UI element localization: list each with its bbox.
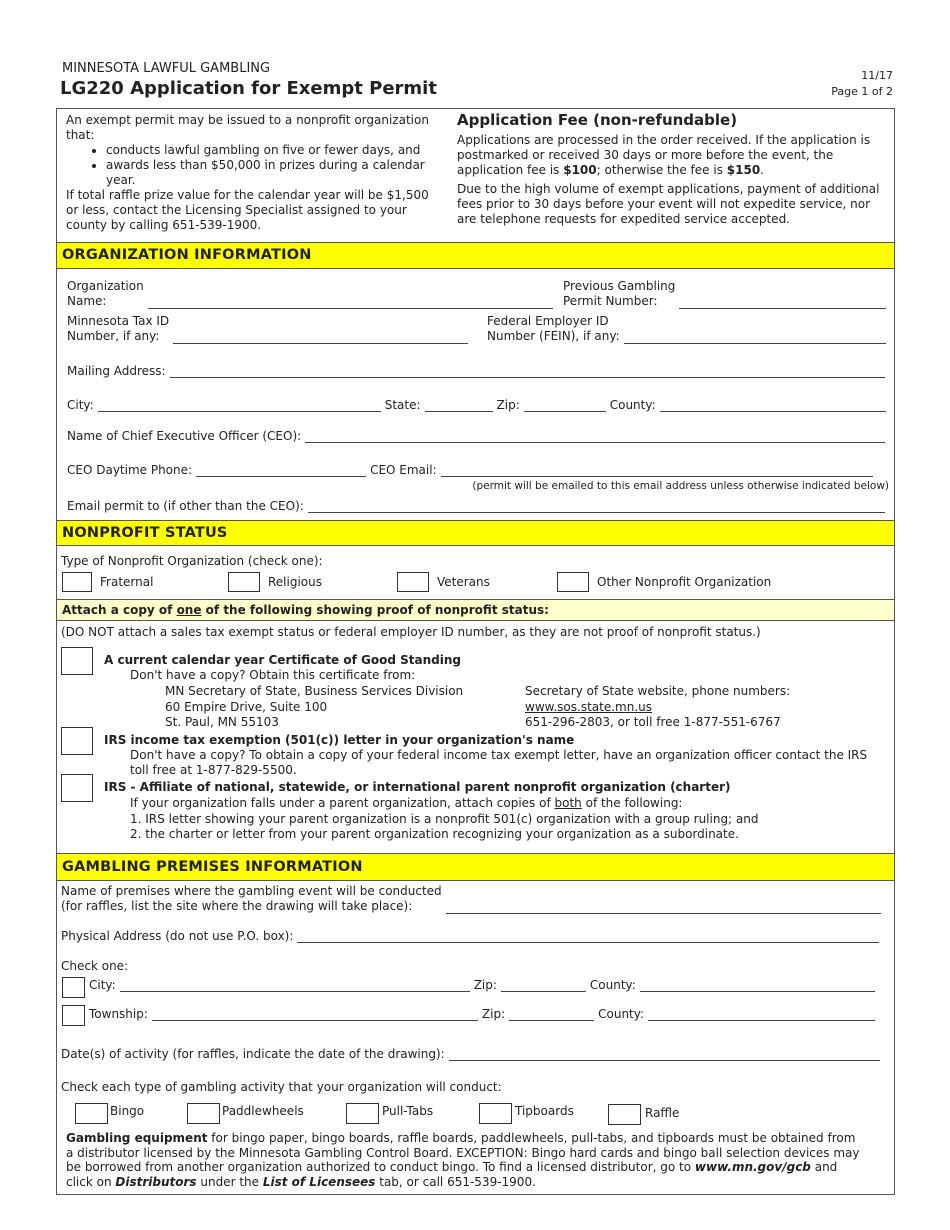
- ceo-label: Name of Chief Executive Officer (CEO):: [67, 429, 302, 443]
- premises-city-county-field[interactable]: [640, 980, 875, 992]
- state-label: State:: [384, 398, 421, 412]
- ceo-phone-label: CEO Daytime Phone:: [67, 463, 193, 477]
- prev-permit-field[interactable]: [679, 297, 886, 309]
- fein-label: Federal Employer ID Number (FEIN), if any:: [487, 314, 620, 343]
- checkbox-affiliate[interactable]: [61, 774, 93, 802]
- checkbox-religious[interactable]: [228, 572, 260, 592]
- ceo-email-label: CEO Email:: [370, 463, 437, 477]
- eligibility-bullet: • awards less than $50,000 in prizes during a calendar year.: [106, 158, 441, 188]
- activity-dates-label: Date(s) of activity (for raffles, indicate the date of the drawing):: [61, 1047, 445, 1061]
- checkbox-pull-tabs[interactable]: [346, 1103, 379, 1124]
- proof-warning: (DO NOT attach a sales tax exempt status or federal employer ID number, as they are not proof of nonprofit status.): [61, 625, 761, 639]
- email-permit-label: Email permit to (if other than the CEO):: [67, 499, 304, 513]
- checkbox-township[interactable]: [62, 1005, 85, 1026]
- email-note: (permit will be emailed to this email address unless otherwise indicated below): [472, 480, 889, 492]
- checkbox-paddlewheels[interactable]: [187, 1103, 220, 1124]
- state-field[interactable]: [425, 400, 493, 412]
- premises-city-field[interactable]: [120, 980, 470, 992]
- premises-township-county-field[interactable]: [648, 1009, 875, 1021]
- tax-id-label: Minnesota Tax ID Number, if any:: [67, 314, 170, 343]
- org-name-field[interactable]: [148, 297, 553, 309]
- premises-county-label: County:: [589, 978, 636, 992]
- option-irs-title: IRS income tax exemption (501(c)) letter in your organization's name: [104, 733, 575, 747]
- city-label: City:: [67, 398, 94, 412]
- ceo-email-field[interactable]: [441, 465, 873, 477]
- premises-name-field[interactable]: [446, 902, 881, 914]
- option-good-standing-title: A current calendar year Certificate of Good Standing: [104, 653, 461, 667]
- activity-label: Raffle: [645, 1106, 680, 1120]
- activity-label: Bingo: [110, 1104, 145, 1118]
- premises-township-zip-field[interactable]: [509, 1009, 594, 1021]
- attach-proof-header: Attach a copy of one of the following showing proof of nonprofit status:: [56, 599, 895, 621]
- sos-contact: Secretary of State website, phone numbers: www.sos.state.mn.us 651-296-2803, or toll free 1-877-551-6767: [525, 684, 791, 729]
- checkbox-bingo[interactable]: [75, 1103, 108, 1124]
- tax-id-field[interactable]: [173, 332, 468, 344]
- eligibility-lead: An exempt permit may be issued to a nonprofit organization that:: [66, 113, 429, 142]
- zip-label: Zip:: [496, 398, 520, 412]
- fee-info: [457, 111, 887, 227]
- physical-address-label: Physical Address (do not use P.O. box):: [61, 929, 294, 943]
- zip-field[interactable]: [524, 400, 606, 412]
- county-label: County:: [609, 398, 656, 412]
- agency-name: MINNESOTA LAWFUL GAMBLING: [62, 61, 271, 76]
- email-permit-field[interactable]: [308, 501, 885, 513]
- activity-dates-field[interactable]: [449, 1049, 880, 1061]
- fee-text: Applications are processed in the order received. If the application is postmarked or received 30 days or more before the event, the application fee is $100; otherwise the fee is $150.: [457, 133, 871, 177]
- revision-date: 11/17: [861, 69, 893, 82]
- option-irs-text: Don't have a copy? To obtain a copy of your federal income tax exempt letter, have an organization officer contact the IRS toll free at 1-877-829-5500.: [130, 748, 868, 777]
- premises-township-field[interactable]: [152, 1009, 478, 1021]
- fein-field[interactable]: [624, 332, 886, 344]
- prev-permit-label: Previous Gambling Permit Number:: [563, 279, 676, 308]
- checkbox-good-standing[interactable]: [61, 647, 93, 675]
- type-label: Religious: [268, 575, 322, 589]
- section-header-organization: ORGANIZATION INFORMATION: [56, 242, 895, 269]
- check-one-label: Check one:: [61, 959, 129, 973]
- nonprofit-type-label: Type of Nonprofit Organization (check one):: [61, 554, 323, 568]
- type-label: Other Nonprofit Organization: [597, 575, 772, 589]
- eligibility-text: [66, 113, 441, 233]
- intro-box: [56, 108, 895, 243]
- fee-note: Due to the high volume of exempt applications, payment of additional fees prior to 30 days before your event will not expedite service, nor are telephone requests for expedited service accepted.: [457, 182, 880, 226]
- form-title: LG220 Application for Exempt Permit: [60, 78, 437, 99]
- gambling-equipment-note: Gambling equipment for bingo paper, bingo boards, raffle boards, paddlewheels, pull-tabs, and tipboards must be obtained from a distributor licensed by the Minnesota Gambling Control Board. EXCEPTION: Bingo hard cards and bingo ball selection devices may be borrowed from another organization authorized to conduct bingo. To find a licensed distributor, go to www.mn.gov/gcb and click on Distributors under the List of Licensees tab, or call 651-539-1900.: [66, 1131, 860, 1189]
- page-number: Page 1 of 2: [831, 85, 893, 98]
- org-name-label: Organization Name:: [67, 279, 144, 308]
- checkbox-irs-letter[interactable]: [61, 727, 93, 755]
- sos-address: MN Secretary of State, Business Services Division 60 Empire Drive, Suite 100 St. Paul, MN 55103: [165, 684, 464, 729]
- option-affiliate-text: If your organization falls under a parent organization, attach copies of both of the following: 1. IRS letter showing your parent organization is a nonprofit 501(c) organization with a group ruling; and 2. the charter or letter from your parent organization recognizing your organization as a subordinate.: [130, 796, 759, 841]
- city-field[interactable]: [98, 400, 381, 412]
- premises-zip-label: Zip:: [481, 1007, 506, 1021]
- county-field[interactable]: [660, 400, 886, 412]
- revision-info: [831, 68, 893, 100]
- option-affiliate-title: IRS - Affiliate of national, statewide, or international parent nonprofit organization (charter): [104, 780, 731, 794]
- mailing-label: Mailing Address:: [67, 364, 166, 378]
- checkbox-fraternal[interactable]: [62, 572, 92, 592]
- section-header-premises: GAMBLING PREMISES INFORMATION: [56, 853, 895, 881]
- checkbox-other-nonprofit[interactable]: [557, 572, 589, 592]
- sos-website-link[interactable]: www.sos.state.mn.us: [525, 699, 652, 714]
- premises-township-label: Township:: [89, 1007, 148, 1021]
- activity-label: Pull-Tabs: [382, 1104, 434, 1118]
- activity-label: Paddlewheels: [222, 1104, 304, 1118]
- type-label: Fraternal: [100, 575, 154, 589]
- ceo-phone-field[interactable]: [196, 465, 366, 477]
- activity-label: Tipboards: [515, 1104, 574, 1118]
- checkbox-city[interactable]: [62, 977, 85, 998]
- checkbox-veterans[interactable]: [397, 572, 429, 592]
- checkbox-raffle[interactable]: [608, 1104, 641, 1125]
- section-header-nonprofit: NONPROFIT STATUS: [56, 520, 895, 546]
- raffle-note: If total raffle prize value for the calendar year will be $1,500 or less, contact the Licensing Specialist assigned to your county by calling 651-539-1900.: [66, 188, 429, 232]
- fee-heading: Application Fee (non-refundable): [457, 111, 738, 129]
- activity-types-label: Check each type of gambling activity that your organization will conduct:: [61, 1080, 502, 1094]
- premises-zip-label: Zip:: [473, 978, 497, 992]
- checkbox-tipboards[interactable]: [479, 1103, 512, 1124]
- premises-city-zip-field[interactable]: [501, 980, 586, 992]
- ceo-name-field[interactable]: [305, 431, 885, 443]
- premises-name-label: Name of premises where the gambling event will be conducted (for raffles, list the site where the drawing will take place):: [61, 884, 442, 913]
- mailing-address-field[interactable]: [170, 366, 885, 378]
- premises-city-label: City:: [89, 978, 116, 992]
- type-label: Veterans: [437, 575, 490, 589]
- eligibility-bullet: • conducts lawful gambling on five or fewer days, and: [106, 143, 441, 158]
- option-good-standing-sub: Don't have a copy? Obtain this certificate from:: [130, 668, 416, 682]
- physical-address-field[interactable]: [297, 931, 879, 943]
- premises-county-label: County:: [598, 1007, 645, 1021]
